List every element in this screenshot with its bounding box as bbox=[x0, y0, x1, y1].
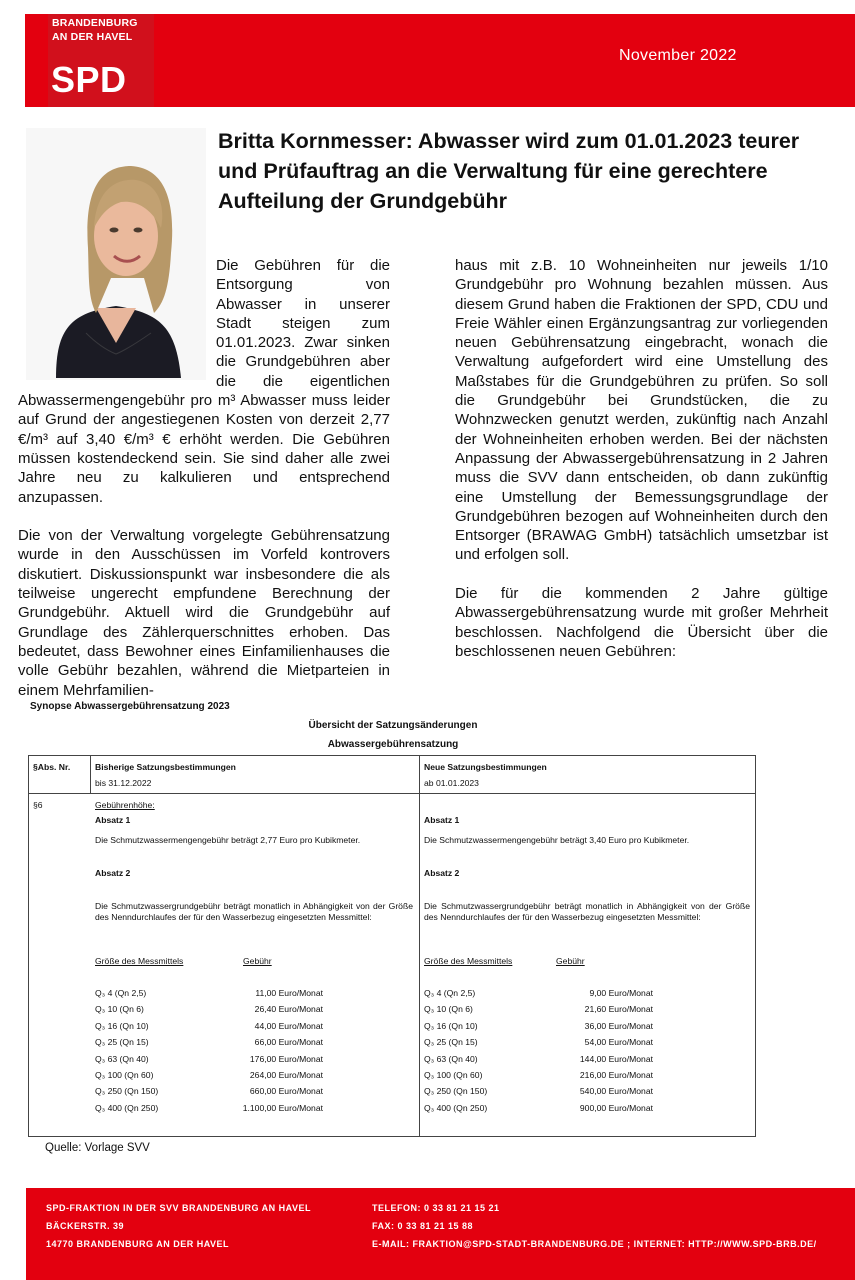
synopse-label: Synopse Abwassergebührensatzung 2023 bbox=[30, 701, 230, 712]
article-paragraph: Die für die kommenden 2 Jahre gültige Abwassergebührensatzung wurde mit großer Mehrheit beschlossen. Nachfolgend die Übersicht über die beschlossenen neuen Gebühren: bbox=[455, 585, 828, 660]
absatz2-text-new: Die Schmutzwassergrundgebühr beträgt monatlich in Abhängigkeit von der Größe des Nenndurchlaufes der für den Wasserbezug eingesetzten Messmittel: bbox=[424, 901, 750, 922]
logo-city-line2: AN DER HAVEL bbox=[52, 31, 133, 43]
fee-row-size-old: Q₃ 63 (Qn 40) bbox=[95, 1053, 149, 1064]
absatz1-text-new: Die Schmutzwassermengengebühr beträgt 3,40 Euro pro Kubikmeter. bbox=[424, 835, 690, 845]
fee-row-size-new: Q₃ 25 (Qn 15) bbox=[424, 1037, 478, 1048]
fee-row-value-old: 264,00 Euro/Monat bbox=[249, 1070, 323, 1080]
synopse-table bbox=[28, 755, 756, 1137]
fee-row-size-old: Q₃ 100 (Qn 60) bbox=[95, 1070, 154, 1080]
table-subtitle: Abwassergebührensatzung bbox=[327, 739, 459, 750]
logo-city-line1: BRANDENBURG bbox=[52, 17, 138, 29]
fee-row-size-old: Q₃ 16 (Qn 10) bbox=[95, 1020, 149, 1031]
footer-org-name: SPD-FRAKTION IN DER SVV BRANDENBURG AN HAVEL bbox=[46, 1203, 312, 1213]
absatz2-text-old: Die Schmutzwassergrundgebühr beträgt monatlich in Abhängigkeit von der Größe des Nenndurchlaufes der für den Wasserbezug eingesetzten Messmittel: bbox=[95, 901, 413, 922]
size-column-heading-new: Größe des Messmittels bbox=[424, 956, 513, 966]
fee-row-size-old: Q₃ 25 (Qn 15) bbox=[95, 1037, 149, 1048]
column-header-paragraph: §Abs. Nr. bbox=[33, 762, 71, 772]
table-source: Quelle: Vorlage SVV bbox=[45, 1142, 150, 1154]
absatz1-heading-new: Absatz 1 bbox=[424, 815, 460, 825]
footer-street: BÄCKERSTR. 39 bbox=[46, 1221, 125, 1231]
fee-row-size-new: Q₃ 250 (Qn 150) bbox=[424, 1086, 488, 1097]
fee-row-size-old: Q₃ 10 (Qn 6) bbox=[95, 1004, 144, 1015]
fee-row-value-new: 54,00 Euro/Monat bbox=[584, 1037, 653, 1048]
column-header-new: Neue Satzungsbestimmungen bbox=[424, 762, 547, 772]
fee-row-value-new: 144,00 Euro/Monat bbox=[579, 1053, 653, 1064]
fee-row-size-old: Q₃ 4 (Qn 2,5) bbox=[95, 988, 147, 998]
article-paragraph: haus mit z.B. 10 Wohneinheiten nur jeweils 1/10 Grundgebühr pro Wohnung bezahlen müssen. Aus diesem Grund haben die Fraktionen der SPD, CDU und Freie Wähler einen Ergänzungsantrag zur vorliegenden neuen Gebührensatzung eingebracht, wonach die Verwaltung aufgefordert wird eine Umstellung des Maßstabes für die Grundgebühren zu prüfen. So soll die Grundgebühr bei Grundstücken, die zu Wohnzwecken genutzt werden, zukünftig nach Anzahl der Wohneinheiten erhoben werden. Bei der nächsten Anpassung der Abwassergebührensatzung in 2 Jahren muss die SVV dann entscheiden, ob dann zukünftig eine Umstellung der Bemessungsgrundlage der Grundgebühren bezogen auf Wohneinheiten durch den Entsorger (BRAWAG GmbH) tatsächlich umsetzbar ist und erfolgen soll. bbox=[455, 257, 828, 564]
absatz2-heading-old: Absatz 2 bbox=[95, 868, 131, 878]
fee-row-value-old: 44,00 Euro/Monat bbox=[254, 1020, 323, 1031]
fee-row-size-new: Q₃ 100 (Qn 60) bbox=[424, 1070, 483, 1080]
column-divider bbox=[419, 756, 420, 1136]
fee-row-value-old: 660,00 Euro/Monat bbox=[249, 1086, 323, 1097]
column-divider bbox=[90, 756, 91, 794]
fee-row-value-old: 26,40 Euro/Monat bbox=[254, 1004, 323, 1015]
footer-fax: FAX: 0 33 81 21 15 88 bbox=[372, 1221, 474, 1231]
headline-author: Britta Kornmesser bbox=[218, 129, 406, 153]
article-paragraph: Die von der Verwaltung vorgelegte Gebührensatzung wurde in den Ausschüssen im Vorfeld kontrovers diskutiert. Diskussionspunkt war insbesondere die als teilweise ungerecht empfundene Berechnung der Grundgebühr. Aktuell wird die Grundgebühr auf Grundlage des Zählerquerschnittes erhoben. Das bedeutet, dass Bewohner eines Einfamilienhauses die volle Gebühr bezahlen, während die Mietparteien in einem Mehrfamilien- bbox=[18, 527, 390, 699]
fee-row-value-old: 176,00 Euro/Monat bbox=[249, 1053, 323, 1064]
footer-city: 14770 BRANDENBURG AN DER HAVEL bbox=[46, 1239, 230, 1249]
fee-row-value-old: 11,00 Euro/Monat bbox=[255, 988, 323, 998]
column-subheader-old: bis 31.12.2022 bbox=[95, 778, 152, 788]
absatz1-text-old: Die Schmutzwassermengengebühr beträgt 2,77 Euro pro Kubikmeter. bbox=[95, 835, 361, 845]
fee-row-value-new: 9,00 Euro/Monat bbox=[589, 988, 653, 998]
article-headline bbox=[218, 126, 818, 216]
size-column-heading-old: Größe des Messmittels bbox=[95, 956, 184, 966]
fee-row-size-new: Q₃ 4 (Qn 2,5) bbox=[424, 988, 476, 998]
fee-row-value-new: 540,00 Euro/Monat bbox=[579, 1086, 653, 1097]
footer-bar bbox=[26, 1188, 855, 1280]
logo-spd-wordmark: SPD bbox=[51, 59, 127, 100]
article-column-left bbox=[18, 256, 390, 700]
fee-row-value-old: 1.100,00 Euro/Monat bbox=[242, 1102, 323, 1113]
fee-row-value-new: 900,00 Euro/Monat bbox=[579, 1102, 653, 1113]
fee-row-size-old: Q₃ 400 (Qn 250) bbox=[95, 1102, 159, 1113]
fee-row-value-new: 21,60 Euro/Monat bbox=[584, 1004, 653, 1015]
fee-column-heading-new: Gebühr bbox=[556, 956, 585, 966]
issue-date: November 2022 bbox=[619, 47, 737, 64]
article-paragraph: Die Gebühren für die Entsorgung von Abwasser in unserer Stadt steigen zum 01.01.2023. Zwar sinken die Grundgebühren aber die die eigentlichen Abwassermengengebühr pro m³ Abwasser muss leider auf Grund der angestiegenen Kosten von derzeit 2,77 €/m³ auf 3,40 €/m³ € erhöht werden. Die Gebühren müssen kostendeckend sein. Sie sind daher alle zwei Jahre neu zu kalkulieren und entsprechend anzupassen. bbox=[18, 257, 390, 506]
fee-level-heading: Gebührenhöhe: bbox=[95, 800, 155, 810]
table-title: Übersicht der Satzungsänderungen bbox=[308, 720, 478, 731]
spd-logo bbox=[48, 14, 154, 107]
footer-email-web: E-MAIL: FRAKTION@SPD-STADT-BRANDENBURG.DE ; INTERNET: HTTP://WWW.SPD-BRB.DE/ bbox=[372, 1239, 817, 1249]
fee-row-size-new: Q₃ 63 (Qn 40) bbox=[424, 1053, 478, 1064]
absatz1-heading-old: Absatz 1 bbox=[95, 815, 131, 825]
article-column-right bbox=[455, 256, 828, 661]
paragraph-number: §6 bbox=[33, 800, 43, 810]
absatz2-heading-new: Absatz 2 bbox=[424, 868, 460, 878]
fee-row-size-old: Q₃ 250 (Qn 150) bbox=[95, 1086, 159, 1097]
fee-row-value-new: 216,00 Euro/Monat bbox=[579, 1070, 653, 1080]
fee-row-value-new: 36,00 Euro/Monat bbox=[584, 1020, 653, 1031]
fee-row-size-new: Q₃ 16 (Qn 10) bbox=[424, 1020, 478, 1031]
fee-row-size-new: Q₃ 400 (Qn 250) bbox=[424, 1102, 488, 1113]
column-header-old: Bisherige Satzungsbestimmungen bbox=[95, 762, 236, 772]
footer-phone: TELEFON: 0 33 81 21 15 21 bbox=[372, 1203, 500, 1213]
column-subheader-new: ab 01.01.2023 bbox=[424, 778, 479, 788]
fee-row-value-old: 66,00 Euro/Monat bbox=[254, 1037, 323, 1048]
fee-row-size-new: Q₃ 10 (Qn 6) bbox=[424, 1004, 473, 1015]
fee-column-heading-old: Gebühr bbox=[243, 956, 272, 966]
portrait-wrap-spacer bbox=[18, 256, 216, 376]
headline-text: : Abwasser wird zum 01.01.2023 teurer und Prüfauftrag an die Verwaltung für eine gerechtere Aufteilung der Grundgebühr bbox=[218, 129, 800, 213]
